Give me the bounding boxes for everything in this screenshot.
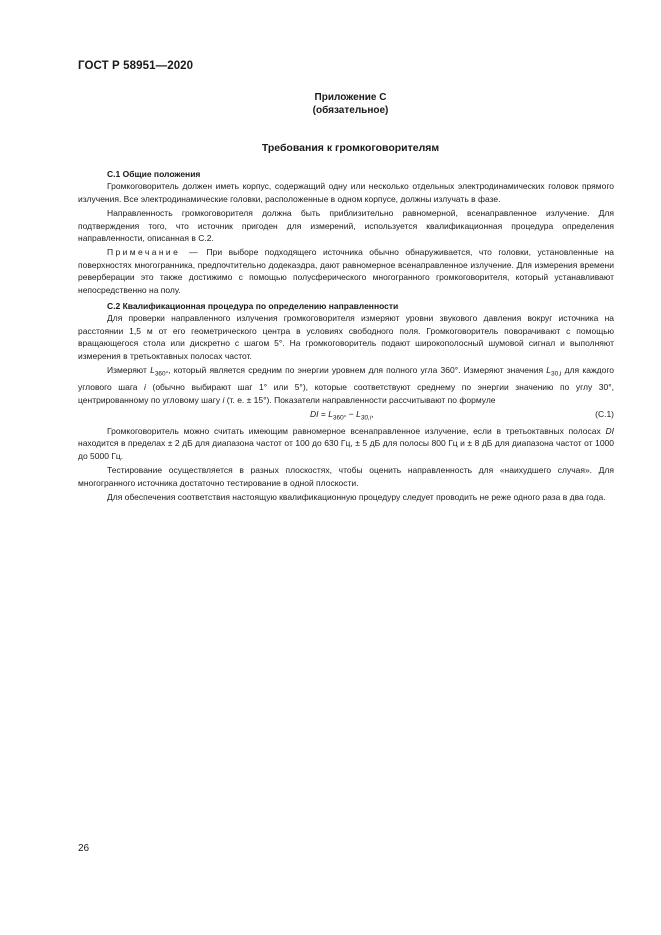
section-c1-paragraph-1: Громкоговоритель должен иметь корпус, содержащий одну или несколько отдельных электродинамических головок прямого излучения. Все электродинамические головки, расположенные в одном корпусе, должны излучать в фазе. [78,181,614,204]
document-body [78,168,614,503]
note-text: При выборе подходящего источника обычно обнаруживается, что головки, установленные на поверхностях многогранника, предпочтительно додекаэдра, дают равномерное всенаправленное излучение. Для измерения времени реверберации это также достижимо с помощью полусферического многогранного громкоговорителя, который устанавливают непосредственно на полу. [78,247,614,295]
section-c2-heading: С.2 Квалификационная процедура по определению направленности [107,301,399,312]
section-c2-paragraph-4: Тестирование осуществляется в разных плоскостях, чтобы оценить направленность для «наихудшего случая». Для многогранного источника достаточно тестирование в одной плоскости. [78,465,614,488]
annex-title-text: Требования к громкоговорителям [261,142,440,154]
section-c2-paragraph-2: Измеряют $L_{360^\circ}$, который является средним по энергии уровнем для полного угла 360°. Измеряют значения $L_{30,i}$ для каждого углового шага i (обычно выбирают шаг 1° или 5°), которые соответствуют среднему по энергии значению по углу 30°, центрированному по угловому шагу i (т. е. ± 15°). Показатели направленности рассчитывают по формуле [78,365,614,405]
section-c1-heading: С.1 Общие положения [107,169,201,179]
section-c2-paragraph-1: Для проверки направленного излучения громкоговорителя измеряют уровни звукового давления вокруг источника на расстоянии 1,5 м от его геометрического центра в условиях свободного поля. Громкоговоритель поворачивают с помощью вращающегося стола или дискретно с шагом 5°. На громкоговоритель подают широкополосный шумовой сигнал и выполняют измерения в третьоктавных полосах частот. [78,313,614,361]
formula-number: (С.1) [595,409,614,419]
annex-status: (обязательное) [312,105,389,116]
formula-expression: DI = $L_{360^\circ} - L_{30,i}$, [310,409,374,422]
annex-label: Приложение С [314,92,387,103]
annex-heading [0,91,661,117]
section-c2-paragraph-5: Для обеспечения соответствия настоящую квалификационную процедуру следует проводить не реже одного раза в два года. [107,492,606,503]
document-header: ГОСТ Р 58951—2020 [78,60,194,72]
section-c1-note [78,246,614,296]
section-c2-paragraph-3: Громкоговоритель можно считать имеющим равномерное всенаправленное излучение, если в третьоктавных полосах DI находится в пределах ± 2 дБ для диапазона частот от 100 до 630 Гц, ± 5 дБ для полосы 800 Гц и ± 8 дБ для диапазона частот от 1000 до 5000 Гц. [78,426,614,461]
annex-title [0,142,661,154]
page-number: 26 [78,843,90,854]
section-c1-paragraph-2: Направленность громкоговорителя должна быть приблизительно равномерной, всенаправленное излучение. Для подтверждения того, что источник пригоден для измерений, используется квалификационная процедура определения направленности, описанная в С.2. [78,208,614,244]
note-label: Примечание — [107,247,201,258]
formula-c1 [78,408,614,422]
